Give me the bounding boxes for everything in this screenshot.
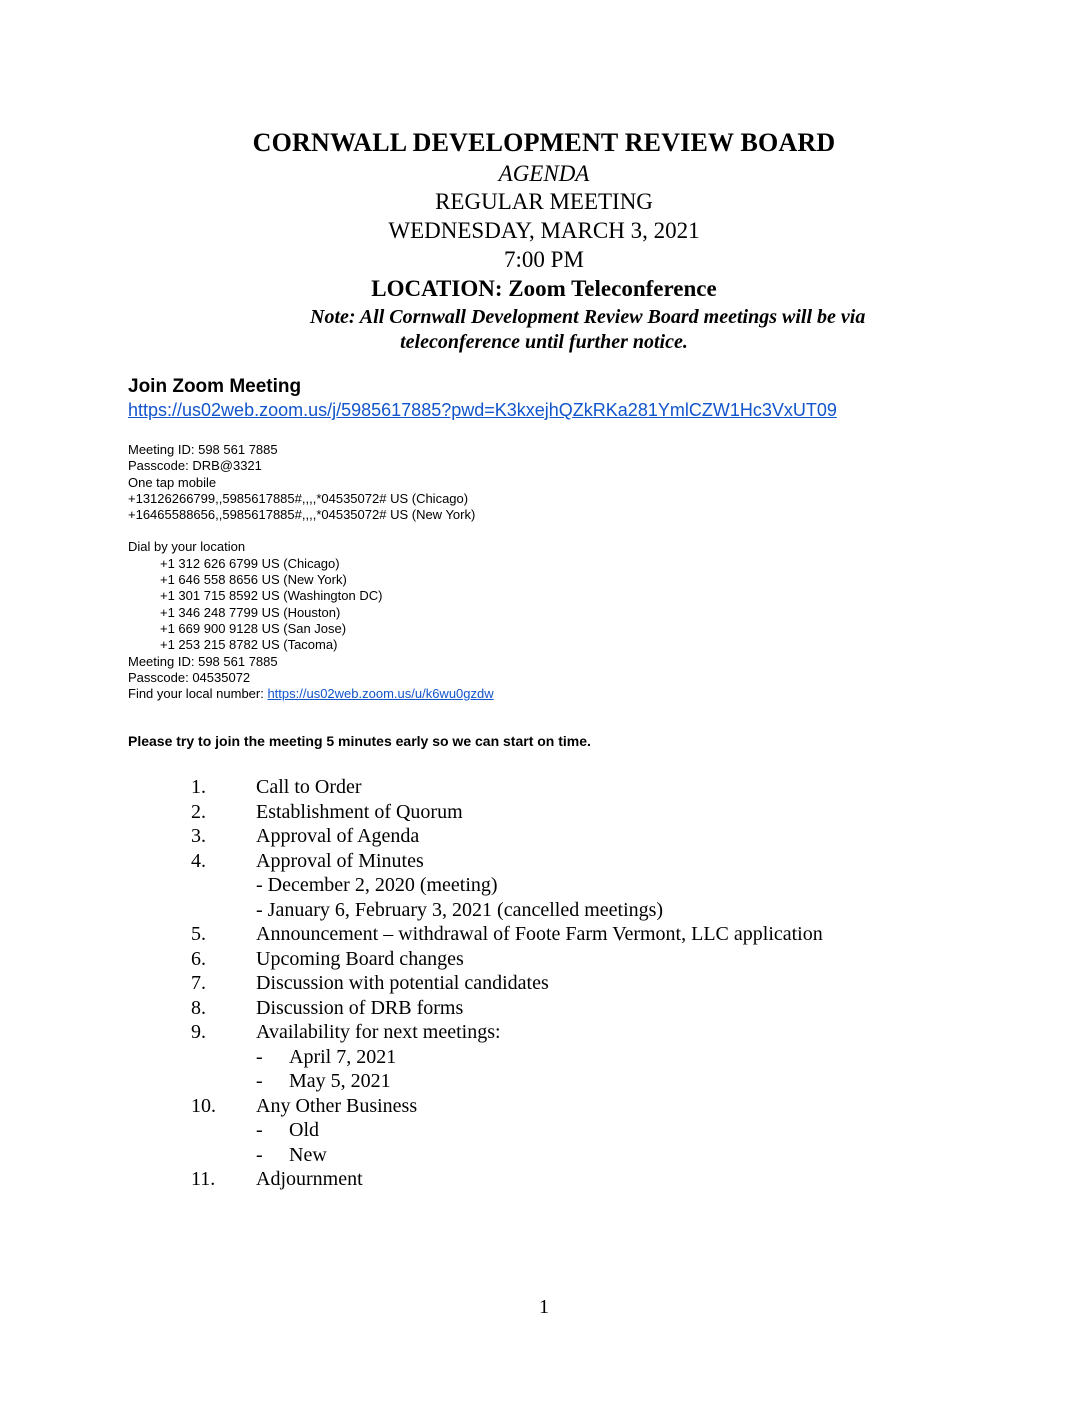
item-text: Announcement – withdrawal of Foote Farm Vermont, LLC application xyxy=(256,923,823,945)
passcode-2: Passcode: 04535072 xyxy=(128,669,251,685)
sub-item-text: - December 2, 2020 (meeting) xyxy=(256,874,498,896)
page-number: 1 xyxy=(539,1296,549,1318)
passcode: Passcode: DRB@3321 xyxy=(128,458,262,474)
find-local-number xyxy=(128,686,494,702)
item-number: 2. xyxy=(191,800,206,823)
dial-number: +1 301 715 8592 US (Washington DC) xyxy=(160,588,383,604)
sub-item-text: April 7, 2021 xyxy=(289,1045,397,1068)
item-text: Any Other Business xyxy=(256,1094,418,1117)
item-text: Discussion with potential candidates xyxy=(256,972,549,994)
board-title: CORNWALL DEVELOPMENT REVIEW BOARD xyxy=(252,128,836,157)
dash-bullet: - xyxy=(256,1143,263,1166)
one-tap-number: +13126266799,,5985617885#,,,,*04535072# US (Chicago) xyxy=(128,490,469,506)
teleconference-note-line2: teleconference until further notice. xyxy=(400,331,688,353)
dash-bullet: - xyxy=(256,1119,263,1141)
sub-item-text: Old xyxy=(289,1119,319,1141)
dial-label: Dial by your location xyxy=(128,539,246,555)
join-zoom-heading: Join Zoom Meeting xyxy=(128,376,302,397)
meeting-type: REGULAR MEETING xyxy=(435,189,653,214)
item-number: 3. xyxy=(191,825,206,847)
meeting-id-2: Meeting ID: 598 561 7885 xyxy=(128,653,278,669)
one-tap-label: One tap mobile xyxy=(128,474,217,490)
item-text: Call to Order xyxy=(256,776,362,798)
item-text: Adjournment xyxy=(256,1168,363,1190)
meeting-location: LOCATION: Zoom Teleconference xyxy=(371,276,717,301)
item-number: 11. xyxy=(191,1168,216,1190)
zoom-meeting-link[interactable]: https://us02web.zoom.us/j/5985617885?pwd=K3kxejhQZkRKa281YmlCZW1Hc3VxUT09 xyxy=(128,400,837,420)
sub-item-text: - January 6, February 3, 2021 (cancelled meetings) xyxy=(256,898,664,921)
item-number: 6. xyxy=(191,947,206,970)
item-text: Establishment of Quorum xyxy=(256,800,463,823)
teleconference-note-line1: Note: All Cornwall Development Review Board meetings will be via xyxy=(310,306,866,328)
dash-bullet: - xyxy=(256,1045,263,1068)
item-text: Availability for next meetings: xyxy=(256,1021,501,1043)
item-number: 5. xyxy=(191,923,206,945)
agenda-heading: AGENDA xyxy=(498,161,590,186)
one-tap-number: +16465588656,,5985617885#,,,,*04535072# US (New York) xyxy=(128,507,476,523)
item-text: Approval of Agenda xyxy=(256,825,420,847)
sub-item-text: May 5, 2021 xyxy=(289,1070,391,1092)
dial-number: +1 312 626 6799 US (Chicago) xyxy=(160,555,340,571)
find-local-number-link[interactable]: https://us02web.zoom.us/u/k6wu0gzdw xyxy=(267,686,494,702)
item-number: 7. xyxy=(191,972,206,994)
meeting-date: WEDNESDAY, MARCH 3, 2021 xyxy=(388,218,700,243)
item-text: Approval of Minutes xyxy=(256,849,424,872)
dial-number: +1 253 215 8782 US (Tacoma) xyxy=(160,637,338,653)
sub-item-text: New xyxy=(289,1143,327,1166)
zoom-details xyxy=(128,442,494,702)
dial-number: +1 346 248 7799 US (Houston) xyxy=(160,604,341,620)
dash-bullet: - xyxy=(256,1070,263,1092)
item-number: 8. xyxy=(191,996,206,1019)
meeting-id: Meeting ID: 598 561 7885 xyxy=(128,442,278,457)
item-number: 9. xyxy=(191,1021,206,1043)
meeting-time: 7:00 PM xyxy=(504,247,584,272)
item-number: 4. xyxy=(191,849,206,872)
item-text: Upcoming Board changes xyxy=(256,947,464,970)
early-join-note: Please try to join the meeting 5 minutes early so we can start on time. xyxy=(128,733,591,749)
find-label: Find your local number: xyxy=(128,686,268,702)
item-number: 10. xyxy=(191,1094,216,1117)
item-text: Discussion of DRB forms xyxy=(256,996,464,1019)
item-number: 1. xyxy=(191,776,206,798)
dial-number: +1 669 900 9128 US (San Jose) xyxy=(160,620,347,636)
dial-number: +1 646 558 8656 US (New York) xyxy=(160,572,347,588)
